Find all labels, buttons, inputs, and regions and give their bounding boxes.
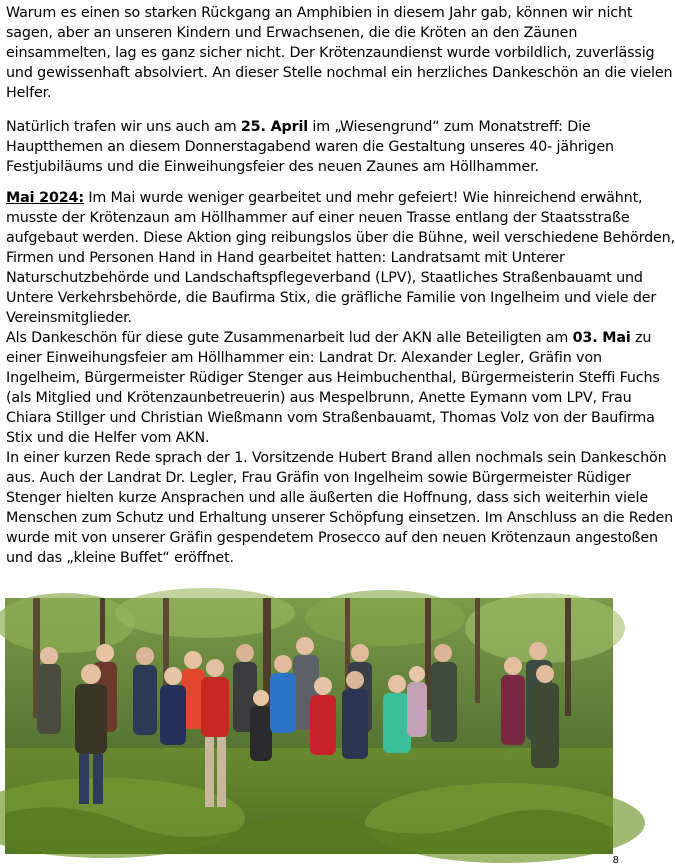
text-fragment: Im Mai wurde weniger gearbeitet und mehr gefeiert! Wie hinreichend erwähnt, xyxy=(83,190,643,206)
text-line: Hauptthemen an diesem Donnerstagabend waren die Gestaltung unseres 40- jährigen xyxy=(6,139,614,155)
text-line: aus. Auch der Landrat Dr. Legler, Frau Gräfin von Ingelheim sowie Bürgermeister Rüdiger xyxy=(6,470,631,486)
paragraph-may-2024 xyxy=(6,188,675,568)
text-fragment: zu xyxy=(630,330,652,346)
text-fragment: Als Dankeschön für diese gute Zusammenarbeit lud der AKN alle Beteiligten am xyxy=(6,330,573,346)
text-line: und gewissenhaft absolviert. An dieser Stelle nochmal ein herzliches Dankeschön an die vielen xyxy=(6,65,673,81)
text-line: sagen, aber an unseren Kindern und Erwachsenen, die die Kröten an den Zäunen xyxy=(6,25,578,41)
page-number: 8 xyxy=(612,855,619,866)
text-line: Menschen zum Schutz und Erhaltung unserer Schöpfung einsetzen. Im Anschluss an die Reden xyxy=(6,510,674,526)
text-line: Helfer. xyxy=(6,85,52,101)
text-line xyxy=(6,117,620,137)
text-line: Firmen und Personen Hand in Hand gearbeitet hatten: Landratsamt mit Unterer xyxy=(6,250,565,266)
month-heading: Mai 2024: xyxy=(6,190,84,206)
text-line: Untere Verkehrsbehörde, die Baufirma Stix, die gräfliche Familie von Ingelheim und viele der xyxy=(6,290,657,306)
text-line: Ingelheim, Bürgermeister Rüdiger Stenger aus Heimbuchenthal, Bürgermeisterin Steffi Fuchs xyxy=(6,370,660,386)
text-line: In einer kurzen Rede sprach der 1. Vorsitzende Hubert Brand allen nochmals sein Dankeschön xyxy=(6,450,667,466)
text-line xyxy=(6,188,643,208)
text-line: Festjubiläums und die Einweihungsfeier des neuen Zaunes am Höllhammer. xyxy=(6,159,539,175)
text-line: einsammelten, lag es ganz sicher nicht. Der Krötenzaundienst wurde vorbildlich, zuverlässig xyxy=(6,45,655,61)
text-line: musste der Krötenzaun am Höllhammer auf einer neuen Trasse entlang der Staatsstraße xyxy=(6,210,630,226)
date-april: 25. April xyxy=(240,119,308,135)
text-line: Stix und die Helfer vom AKN. xyxy=(6,430,210,446)
group-photo xyxy=(5,598,613,854)
text-line: Chiara Stillger und Christian Wießmann vom Straßenbauamt, Thomas Volz von der Baufirma xyxy=(6,410,655,426)
text-line: (als Mitglied und Krötenzaunbetreuerin) aus Mespelbrunn, Anette Eymann vom LPV, Frau xyxy=(6,390,632,406)
text-line: aufgebaut werden. Diese Aktion ging reibungslos über die Bühne, weil verschiedene Behörden, xyxy=(6,230,675,246)
group-photo-illustration xyxy=(5,598,613,854)
text-line: wurde mit von unserer Gräfin gespendetem Prosecco auf den neuen Krötenzaun angestoßen xyxy=(6,530,658,546)
text-fragment: Natürlich trafen wir uns auch am xyxy=(6,119,241,135)
paragraph-amphibian-decline xyxy=(6,3,673,103)
text-line: Stenger hielten kurze Ansprachen und alle äußerten die Hoffnung, dass sich weiterhin viele xyxy=(6,490,648,506)
date-may: 03. Mai xyxy=(572,330,631,346)
text-line: Naturschutzbehörde und Landschaftspflegeverband (LPV), Staatliches Straßenbauamt und xyxy=(6,270,643,286)
text-line: und das „kleine Buffet“ eröffnet. xyxy=(6,550,234,566)
text-fragment: im „Wiesengrund“ zum Monatstreff: Die xyxy=(307,119,591,135)
text-line: Warum es einen so starken Rückgang an Amphibien in diesem Jahr gab, können wir nicht xyxy=(6,5,633,21)
text-line: einer Einweihungsfeier am Höllhammer ein: Landrat Dr. Alexander Legler, Gräfin von xyxy=(6,350,602,366)
paragraph-april-meeting xyxy=(6,117,620,177)
text-line: Vereinsmitglieder. xyxy=(6,310,132,326)
text-line xyxy=(6,328,652,348)
